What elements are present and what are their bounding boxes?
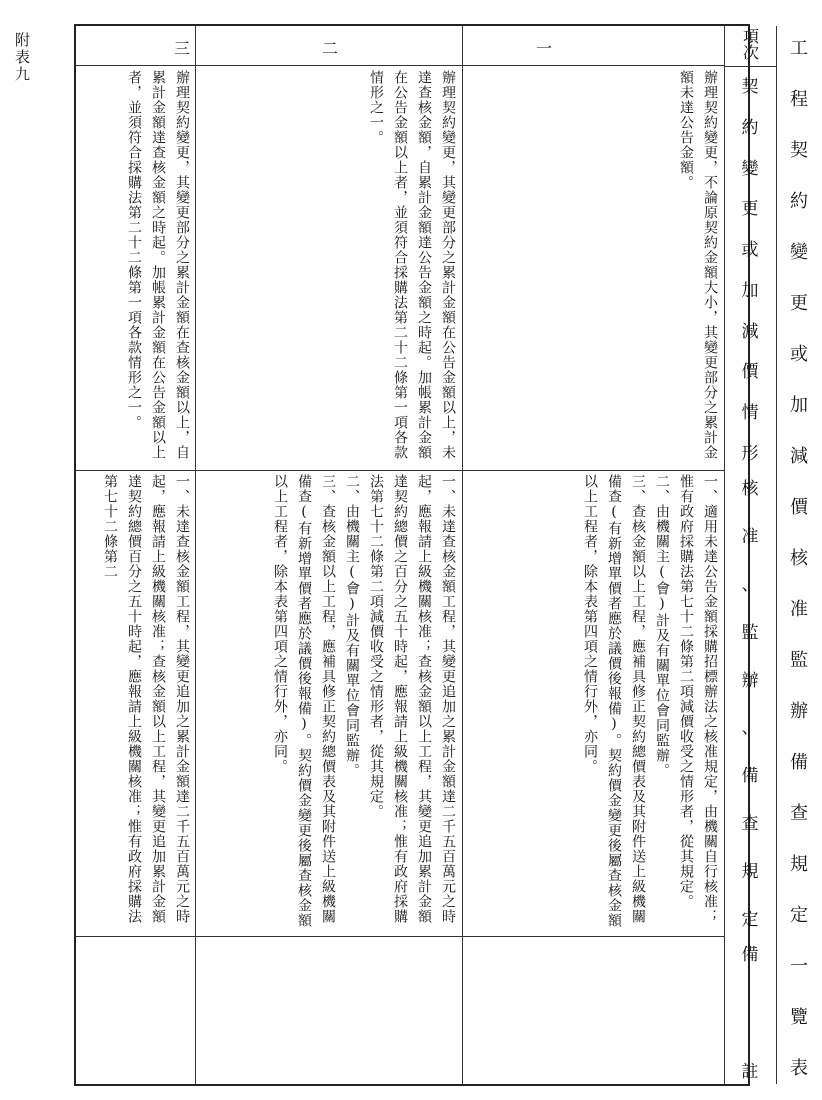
header-rules: 核 准 、 監 辦 、 備 查 規 定 xyxy=(741,479,759,930)
rules-3 xyxy=(78,474,194,932)
rule-3-1: 一、未達查核金額工程，其變更追加之累計金額達二千五百萬元之時起，應報請上級機關核准；查核金額以上工程，其變更追加累計金額達契約總價百分之五十時起，應報請上級機關核准；惟有政府採購法第七十二條第二 xyxy=(102,474,190,924)
rules-2 xyxy=(196,474,460,932)
situation-2: 辦理契約變更，其變更部分之累計金額在公告金額以上，未達查核金額，自累計金額達公告金額之時起。加帳累計金額在公告金額以上者，並須符合採購法第二十二條第一項各款情形之一。 xyxy=(368,70,456,460)
rule-2-3: 三、查核金額以上工程，應補具修正契約總價表及其附件送上級機關備查(有新增單價者應於議價後報備)。契約價金變更後屬查核金額以上工程者，除本表第四項之情行外，亦同。 xyxy=(272,474,336,928)
appendix-label: 附表九 xyxy=(13,32,31,83)
header-situation: 契 約 變 更 或 加 減 價 情 形 xyxy=(741,77,759,464)
rules-1 xyxy=(466,474,722,932)
header-remarks: 備 註 xyxy=(741,945,759,1082)
rule-1-1: 一、適用未達公告金額採購招標辦法之核准規定，由機關自行核准；惟有政府採購法第七十二條第二項減價收受之情形者，從其規定。 xyxy=(678,474,718,924)
table-title: 工 程 契 約 變 更 或 加 減 價 核 准 監 辦 備 查 規 定 一 覽 表 xyxy=(790,38,808,1079)
rule-1-3: 三、查核金額以上工程，應補具修正契約總價表及其附件送上級機關備查(有新增單價者應於議價後報備)。契約價金變更後屬查核金額以上工程者，除本表第四項之情行外，亦同。 xyxy=(582,474,646,928)
table-frame xyxy=(74,24,808,1086)
rule-2-2: 二、由機關主(會)計及有關單位會同監辦。 xyxy=(344,474,360,778)
situation-3: 辦理契約變更，其變更部分之累計金額在查核金額以上，自累計金額達查核金額之時起。加帳累計金額在公告金額以上者，並須符合採購法第二十二條第一項各款情形之一。 xyxy=(126,70,190,460)
rule-2-1: 一、未達查核金額工程，其變更追加之累計金額達二千五百萬元之時起，應報請上級機關核准；查核金額以上工程，其變更追加累計金額達契約總價之百分之五十時起，應報請上級機關核准；惟有政府採購法第七十二條第二項減價收受之情形者，從其規定。 xyxy=(368,474,456,924)
item-number-1: 一 xyxy=(536,39,553,58)
header-item: 項次 xyxy=(740,28,760,60)
rule-1-2: 二、由機關主(會)計及有關單位會同監辦。 xyxy=(654,474,670,778)
item-number-2: 二 xyxy=(322,39,339,58)
item-number-3: 三 xyxy=(174,39,191,58)
situation-1: 辦理契約變更，不論原契約金額大小，其變更部分之累計金額未達公告金額。 xyxy=(678,70,718,460)
